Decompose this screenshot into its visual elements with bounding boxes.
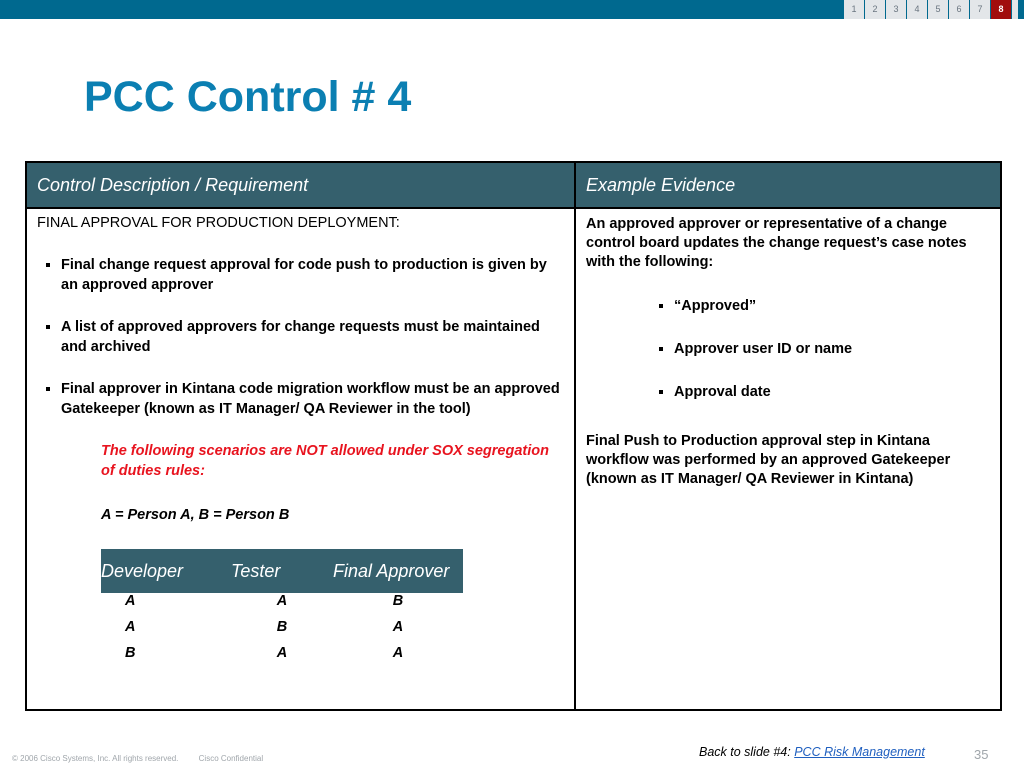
example-evidence-cell — [575, 208, 1001, 710]
requirement-list — [37, 255, 564, 419]
pcc-risk-management-link[interactable]: PCC Risk Management — [794, 745, 925, 759]
confidential-text: Cisco Confidential — [198, 754, 264, 763]
back-prefix: Back to slide #4: — [699, 745, 791, 759]
sox-warning: The following scenarios are NOT allowed under SOX segregation of duties rules: — [101, 443, 549, 479]
matrix-cell: A — [392, 645, 404, 661]
requirement-item: ▪ A list of approved approvers for change requests must be maintained and archived — [61, 317, 564, 357]
matrix-cell: A — [125, 619, 136, 635]
back-to-slide — [699, 745, 925, 759]
matrix-cell: A — [276, 593, 288, 609]
matrix-cell: A — [392, 619, 404, 635]
matrix-cell: B — [276, 619, 288, 635]
matrix-cell: A — [276, 645, 288, 661]
scenario-matrix — [101, 549, 463, 671]
requirement-item: ▪ Final approver in Kintana code migration workflow must be an approved Gatekeeper (known as IT Manager/ QA Reviewer in the tool) — [61, 379, 564, 419]
nav-slide-4[interactable]: 4 — [907, 0, 927, 19]
nav-more[interactable] — [1012, 0, 1018, 19]
evidence-item: ▪ Approval date — [674, 384, 990, 400]
nav-slide-6[interactable]: 6 — [949, 0, 969, 19]
requirement-item: ▪ Final change request approval for code push to production is given by an approved approver — [61, 255, 564, 295]
nav-slide-3[interactable]: 3 — [886, 0, 906, 19]
footer — [12, 754, 281, 763]
evidence-final: Final Push to Production approval step in Kintana workflow was performed by an approved Gatekeeper (known as IT Manager/ QA Reviewer in Kintana) — [586, 433, 951, 487]
matrix-header-tester: Tester — [231, 549, 333, 593]
nav-slide-2[interactable]: 2 — [865, 0, 885, 19]
matrix-header-final-approver: Final Approver — [333, 549, 463, 593]
matrix-cell: B — [392, 593, 404, 609]
header-example-evidence: Example Evidence — [575, 162, 1001, 208]
control-table — [25, 161, 1002, 711]
matrix-cell: B — [125, 645, 136, 661]
control-description-cell — [26, 208, 575, 710]
slide-navigation — [843, 0, 1018, 19]
matrix-row — [101, 593, 463, 619]
matrix-row — [101, 619, 463, 645]
requirement-heading: FINAL APPROVAL FOR PRODUCTION DEPLOYMENT: — [37, 215, 400, 231]
evidence-intro: An approved approver or representative of a change control board updates the change request’s case notes with the following: — [586, 216, 967, 270]
page-number: 35 — [974, 747, 989, 762]
nav-slide-1[interactable]: 1 — [844, 0, 864, 19]
evidence-item: ▪ “Approved” — [674, 298, 990, 314]
person-legend: A = Person A, B = Person B — [101, 507, 290, 523]
evidence-list — [586, 298, 990, 400]
nav-slide-5[interactable]: 5 — [928, 0, 948, 19]
copyright-text: © 2006 Cisco Systems, Inc. All rights reserved. — [12, 754, 179, 763]
slide-title: PCC Control # 4 — [84, 73, 412, 121]
matrix-row — [101, 645, 463, 671]
top-bar — [0, 0, 1024, 19]
matrix-cell: A — [125, 593, 136, 609]
nav-slide-8[interactable]: 8 — [991, 0, 1011, 19]
nav-slide-7[interactable]: 7 — [970, 0, 990, 19]
header-control-description: Control Description / Requirement — [26, 162, 575, 208]
evidence-item: ▪ Approver user ID or name — [674, 341, 990, 357]
matrix-header-developer: Developer — [101, 549, 231, 593]
